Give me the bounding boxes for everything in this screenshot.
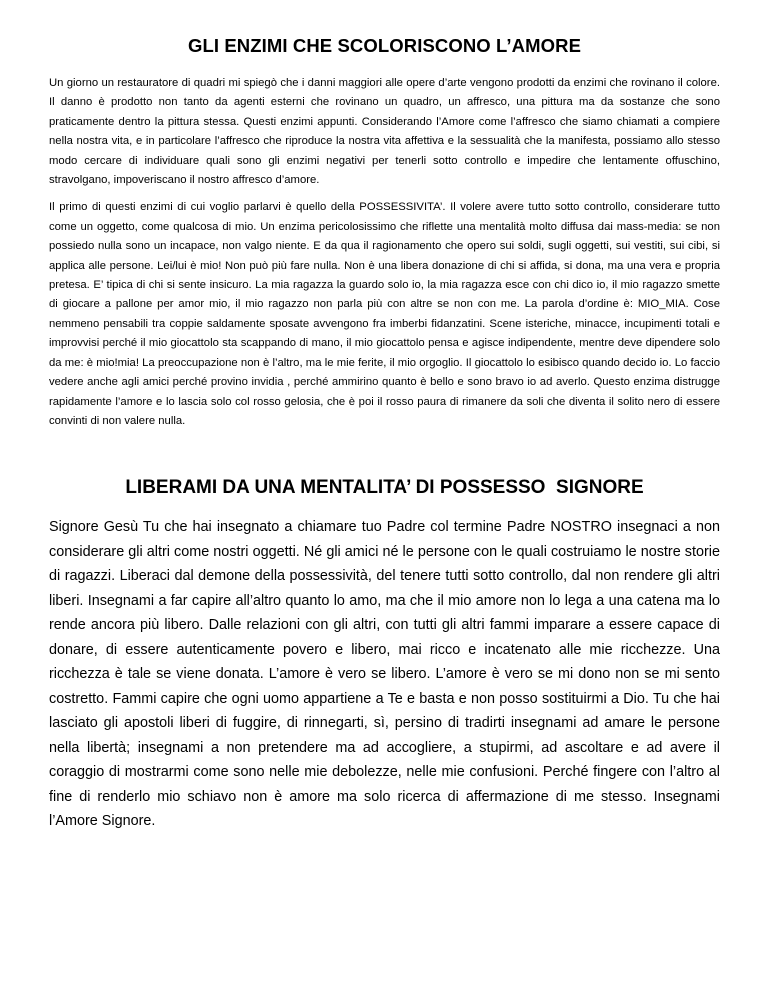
possessivita-paragraph: Il primo di questi enzimi di cui voglio parlarvi è quello della POSSESSIVITA’. Il volere avere tutto sotto controllo, considerare tutto come un oggetto, come qualcosa di mio. Un enzima pericolosissimo che riflette una mentalità molto diffusa dai mass-media: se non possiedo nulla sono un incapace, non valgo niente. E da qua il ragionamento che opero sui soldi, sugli oggetti, sui vestiti, sui cibi, si applica alle persone. Lei/lui è mio! Non può più fare nulla. Non è una libera donazione di chi si affida, si dona, ma una vera e propria pretesa. E’ tipica di chi si sente insicuro. La mia ragazza la guardo solo io, la mia ragazza esce con chi dico io, il mio ragazzo smette di giocare a pallone per amor mio, il mio ragazzo non parla più con altre se non con me. La parola d’ordine è: MIO_MIA. Cose nemmeno pensabili tra coppie saldamente sposate avvengono fra imberbi fidanzatini. Scene isteriche, minacce, incupimenti totali e improvvisi perché il mio giocattolo sta scappando di mano, il mio giocattolo pensa e agisce indipendente, mentre deve dipendere solo da me: è mio!mia! La preoccupazione non è l’altro, ma le mie ferite, il mio orgoglio. Il giocattolo lo esibisco quando decido io. Lo faccio vedere anche agli amici perché provino invidia , perché ammirino quanto è bello e sono bravo io ad averlo. Questo enzima distrugge rapidamente l’amore e lo lascia solo col rosso gelosia, che è poi il rosso paura di rimanere da soli che diventa il solito nero di essere convinti di non valere nulla.: [49, 201, 720, 427]
document-title: GLI ENZIMI CHE SCOLORISCONO L’AMORE: [187, 35, 582, 56]
prayer-text: Signore Gesù Tu che hai insegnato a chiamare tuo Padre col termine Padre NOSTRO insegnaci a non considerare gli altri come nostri oggetti. Né gli amici né le persone con le quali costruiamo le nostre storie di ragazzi. Liberaci dal demone della possessività, del tenere tutti sotto controllo, dal non rendere gli altri liberi. Insegnami a far capire all’altro quanto lo amo, ma che il mio amore non lo lega a una catena ma lo rende ancora più libero. Dalle relazioni con gli altri, con tutti gli altri fammi imparare a essere capace di donare, di essere autenticamente povero e libero, mai ricco e incatenato alle mie ricchezze. Una ricchezza è tale se viene donata. L’amore è vero se libero. L’amore è vero se mi dono non se mi sento costretto. Fammi capire che ogni uomo appartiene a Te e basta e non posso sostituirmi a Dio. Tu che hai lasciato gli apostoli liberi di fuggire, di rinnegarti, sì, persino di tradirti insegnami ad amare le persone nella libertà; insegnami a non pretendere ma ad accogliere, a stupirmi, ad ascoltare e ad avere il coraggio di mostrarmi come sono nelle mie debolezze, nelle mie confusioni. Perché fingere con l’altro al fine di renderlo mio schiavo non è amore ma solo ricerca di affermazione di me stesso. Insegnami l’Amore Signore.: [49, 519, 720, 830]
intro-paragraph: Un giorno un restauratore di quadri mi spiegò che i danni maggiori alle opere d’arte vengono prodotti da enzimi che rovinano il colore. Il danno è prodotto non tanto da agenti esterni che rovinano un quadro, un affresco, una pittura ma da sostanze che sono praticamente dentro la pittura stessa. Questi enzimi appunti. Considerando l’Amore come l’affresco che siamo chiamati a compiere nella nostra vita, e in particolare l’affresco che riproduce la nostra vita affettiva e la sessualità che la manifesta, possiamo allo stesso modo cercare di individuare quali sono gli enzimi negativi per tenerli sotto controllo e impedire che lentamente offuschino, stravolgano, impoveriscano il nostro affresco d’amore.: [49, 77, 720, 187]
prayer-title: LIBERAMI DA UNA MENTALITA’ DI POSSESSO SIGNORE: [125, 477, 644, 499]
